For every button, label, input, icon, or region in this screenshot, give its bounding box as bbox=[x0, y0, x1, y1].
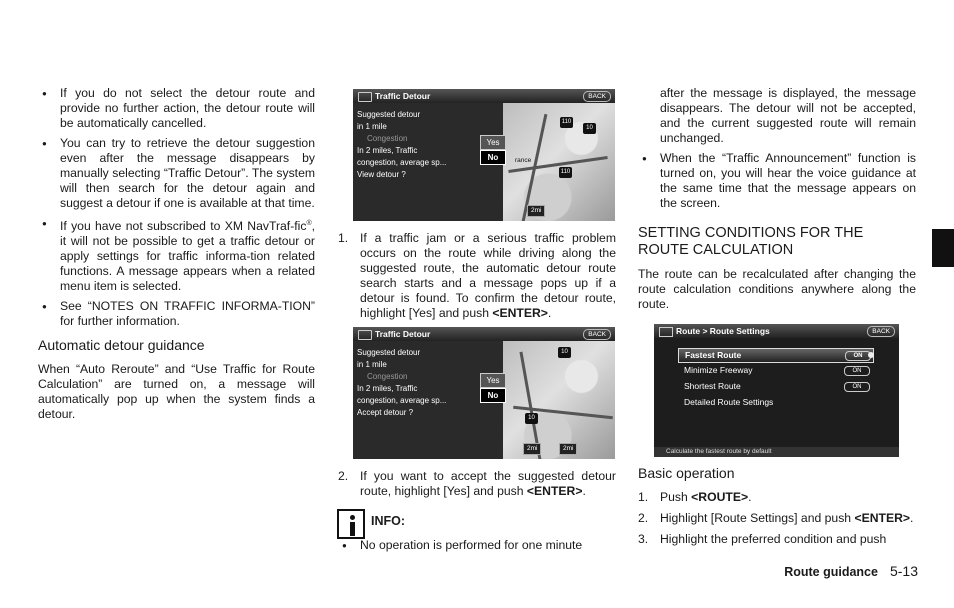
on-indicator: ON bbox=[844, 366, 870, 376]
map-scale: 2mi bbox=[523, 443, 541, 455]
list-item: 1. Push <ROUTE>. bbox=[638, 490, 752, 504]
scroll-knob[interactable] bbox=[868, 352, 874, 358]
screen-title: Route > Route Settings bbox=[654, 324, 899, 338]
list-item: ● See “NOTES ON TRAFFIC INFORMA-TION” for further information. bbox=[38, 299, 315, 329]
list-item: 3. Highlight the preferred condition and push bbox=[638, 532, 887, 546]
shortest-route-item[interactable]: Shortest Route ON bbox=[678, 380, 872, 393]
minimize-freeway-item[interactable]: Minimize Freeway ON bbox=[678, 364, 872, 377]
message-panel: Suggested detour in 1 mile Congestion In 2 miles, Traffic congestion, average sp... View detour ? bbox=[357, 110, 447, 179]
highway-shield: 10 bbox=[525, 413, 538, 424]
info-icon bbox=[337, 509, 365, 539]
column-3 bbox=[638, 86, 916, 553]
bullet-list bbox=[638, 151, 916, 211]
menu-icon bbox=[358, 92, 372, 102]
chapter-tab bbox=[932, 229, 954, 267]
list-item: 2. If you want to accept the suggested detour route, highlight [Yes] and push <ENTER>. bbox=[338, 469, 616, 498]
on-indicator: ON bbox=[845, 351, 871, 361]
map-view bbox=[503, 341, 615, 459]
no-button[interactable]: No bbox=[480, 150, 506, 165]
steps-list bbox=[638, 490, 916, 547]
steps-list bbox=[338, 231, 616, 321]
highway-shield: 110 bbox=[559, 167, 572, 178]
map-scale: 2mi bbox=[559, 443, 577, 455]
page-footer bbox=[784, 563, 918, 579]
section-name: Route guidance bbox=[784, 565, 878, 579]
no-button[interactable]: No bbox=[480, 388, 506, 403]
back-button[interactable]: BACK bbox=[867, 326, 895, 337]
steps-list bbox=[338, 469, 616, 499]
list-item: 2. Highlight [Route Settings] and push <ENTER>. bbox=[638, 511, 914, 525]
menu-icon bbox=[659, 327, 673, 337]
map-label: rance bbox=[515, 157, 532, 164]
section-heading: Basic operation bbox=[638, 465, 735, 481]
yes-button[interactable]: Yes bbox=[480, 135, 506, 150]
bullet-list bbox=[38, 86, 315, 329]
message-panel: Suggested detour in 1 mile Congestion In 2 miles, Traffic congestion, average sp... Accept detour ? bbox=[357, 348, 447, 417]
column-1 bbox=[38, 86, 315, 422]
highway-shield: 110 bbox=[560, 117, 573, 128]
map-view bbox=[503, 103, 615, 221]
paragraph: after the message is displayed, the message disappears. The detour will not be accepted, and the current suggested route will remain unchanged. bbox=[660, 86, 916, 145]
list-item: 1. If a traffic jam or a serious traffic problem occurs on the route while driving along the suggested route, the automatic detour route search starts and a message pops up if a detour is found. To confirm the detour route, highlight [Yes] and push <ENTER>. bbox=[338, 231, 616, 320]
yes-button[interactable]: Yes bbox=[480, 373, 506, 388]
screen-title: Traffic Detour bbox=[353, 327, 615, 341]
screen-title: Traffic Detour bbox=[353, 89, 615, 103]
page-number: 5-13 bbox=[889, 563, 918, 579]
traffic-detour-screen-1 bbox=[353, 89, 615, 221]
list-item: ● You can try to retrieve the detour suggestion even after the message disappears by manually selecting “Traffic Detour”. The system will then search for the detour again and suggest a detour if one is available at that time. bbox=[38, 136, 315, 211]
on-indicator: ON bbox=[844, 382, 870, 392]
menu-icon bbox=[358, 330, 372, 340]
list-item: ● If you have not subscribed to XM NavTraf-fic®, it will not be possible to get a traffic detour or apply settings for traffic informa-tion related functions. A message appears when a related menu item is selected. bbox=[38, 216, 315, 294]
back-button[interactable]: BACK bbox=[583, 91, 611, 102]
route-settings-screen bbox=[654, 324, 899, 457]
column-2 bbox=[338, 89, 616, 505]
highway-shield: 10 bbox=[558, 347, 571, 358]
section-heading: SETTING CONDITIONS FOR THE ROUTE CALCULATION bbox=[638, 225, 864, 258]
highway-shield: 10 bbox=[583, 123, 596, 134]
info-label: INFO: bbox=[371, 514, 406, 528]
map-scale: 2mi bbox=[527, 205, 545, 217]
paragraph: When “Auto Reroute” and “Use Traffic for Route Calculation” are turned on, a message will automatically pop up when the system finds a detour. bbox=[38, 362, 315, 422]
section-heading: Automatic detour guidance bbox=[38, 337, 205, 354]
info-note bbox=[338, 538, 616, 558]
status-bar: Calculate the fastest route by default bbox=[654, 447, 899, 457]
traffic-detour-screen-2 bbox=[353, 327, 615, 459]
back-button[interactable]: BACK bbox=[583, 329, 611, 340]
list-item: ● If you do not select the detour route and provide no further action, the detour route will be automatically cancelled. bbox=[38, 86, 315, 131]
list-item: ● No operation is performed for one minute bbox=[338, 538, 616, 553]
fastest-route-item[interactable]: Fastest Route ON bbox=[678, 348, 874, 363]
paragraph: The route can be recalculated after changing the route calculation conditions anywhere along the route. bbox=[638, 267, 916, 311]
detailed-route-settings-item[interactable]: Detailed Route Settings bbox=[684, 397, 774, 407]
list-item: ● When the “Traffic Announcement” function is turned on, you will hear the voice guidance at the same time that the message appears on the screen. bbox=[638, 151, 916, 211]
